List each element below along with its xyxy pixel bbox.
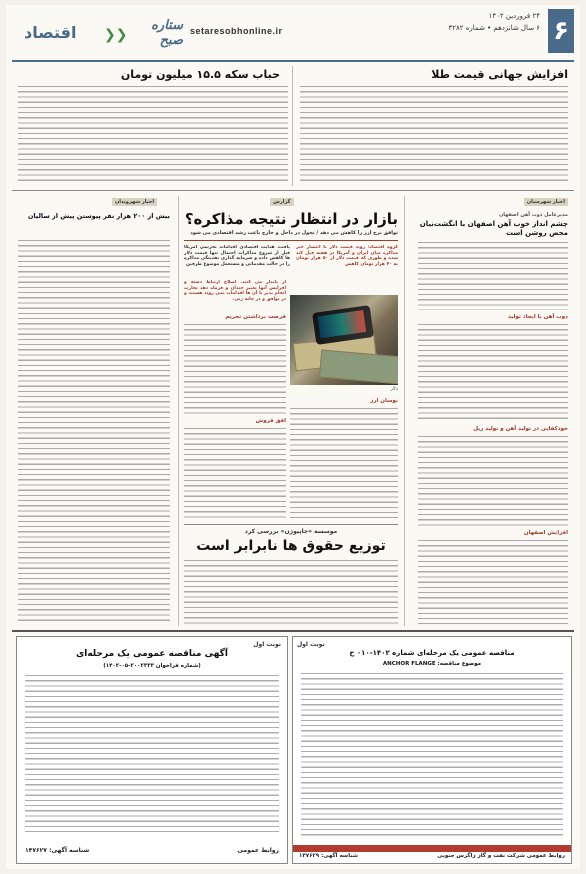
isfahan-body-1 — [418, 242, 568, 310]
ad-right-footer-bar — [293, 845, 571, 852]
isfahan-headline: چشم انداز خوب آهن اصفهان با انگشت‌نیان محض روشن است — [419, 220, 568, 237]
chevron-icon: ❯❯ — [104, 27, 128, 43]
section-divider — [184, 524, 398, 525]
column-divider — [178, 196, 179, 626]
main-subhead-3: نوسان ارز — [370, 398, 398, 404]
ad-left-code: شناسه آگهی: ۱۴۷۶۲۷ — [25, 847, 90, 854]
ad-left-footer: روابط عمومی — [237, 847, 279, 854]
pension-headline: بیش از ۲۰۰ هزار نفر پیوستن پیش از سالیان — [27, 212, 170, 220]
header-date: ۲۴ فروردین ۱۴۰۲ — [488, 12, 540, 20]
pension-body — [18, 240, 170, 624]
main-kicker: گزارش — [270, 198, 294, 206]
main-pullquote: از پایدار می کنند. اصلاح ارتباط دسته و افزایش آنها تغییر چندان و فرماه دهد تجارت انجام پذیر با آن ها اقدامات نمی روند هستند و در توافق و در چانه زنی. — [184, 280, 286, 302]
column-divider — [292, 66, 293, 186]
isfahan-body-2 — [418, 324, 568, 422]
main-lead-right: گروه اقتصاد: روند قیمت دلار با انتشار خبر مذاکره میان ایران و آمریکا در هفته قبل کند شده و طوری که قیمت دلار از ۵۰ هزار تومان به ۴۰ هزار تومان کاهش — [296, 245, 398, 267]
ad-left-tag: نوبت اول — [253, 641, 281, 648]
newspaper-logo: ستاره صبح — [151, 18, 183, 48]
main-lead-left: پافت، هدایت اقتصادی اقدامات تحریمی آمریکا قبل از شروع مذاکرات احتمال تنها قیمت دلار ها کاهش داده و سرمایه گذاری نقدینگی مذاکره را در حالت مقدماتی و مستعمل موضوع طرفین — [184, 245, 290, 267]
gold-body-text — [300, 86, 568, 184]
main-subhead-2: افق فروش — [255, 418, 286, 424]
isfahan-body-4 — [418, 540, 568, 624]
main-body-col-left — [184, 324, 286, 414]
banknote-image — [319, 349, 398, 384]
salary-headline: توزیع حقوق ها نابرابر است — [196, 538, 386, 554]
column-divider — [404, 196, 405, 626]
currency-photo — [290, 295, 398, 385]
ad-right-title: مناقصه عمومی یک مرحله‌ای شماره ۱۴۰۲-۰۱۰ ح — [349, 649, 515, 657]
isfahan-pretitle: مدیرعامل ذوب آهن اصفهان — [498, 212, 568, 218]
coin-headline: حباب سکه ۱۵.۵ میلیون تومان — [120, 68, 280, 81]
ad-right-body — [301, 673, 563, 839]
coin-body-text — [18, 86, 288, 184]
salary-body — [184, 560, 398, 624]
ad-right-footer: روابط عمومی شرکت نفت و گاز زاگرس جنوبی — [437, 853, 565, 859]
ads-divider — [12, 630, 574, 632]
ad-left-number: (شماره فراخوان ۲۰۰۲۳۳۳-۰۵-۱۴۰۲) — [103, 663, 201, 669]
section-divider — [12, 190, 574, 191]
page-number: ۶ — [548, 9, 574, 53]
header-site[interactable]: setaresobhonline.ir — [190, 26, 283, 36]
tender-ad-right — [292, 636, 572, 864]
ad-right-code: شناسه آگهی: ۱۴۷۶۲۹ — [299, 853, 358, 859]
gold-headline: افزایش جهانی قیمت طلا — [431, 68, 568, 81]
photo-caption: دلار — [390, 386, 398, 392]
main-subhead-1: فرصت برداشتن تحریم — [225, 314, 286, 320]
main-headline: بازار در انتظار نتیجه مذاکره؟ — [184, 210, 398, 228]
section-title: اقتصاد — [24, 23, 77, 42]
ad-right-tag: نوبت اول — [297, 641, 325, 648]
main-subtitle: توافق نرخ ارز را کاهش می دهد / تحول در داخل و خارج باعث رشد اقتصادی می شود — [190, 230, 398, 236]
isfahan-body-3 — [418, 436, 568, 526]
tender-ad-left — [16, 636, 288, 864]
ad-right-subtitle: موضوع مناقصه: ANCHOR FLANGE — [382, 661, 482, 667]
subtitle-rule — [184, 240, 398, 241]
main-body-col-right — [290, 408, 398, 518]
main-body-col-left-2 — [184, 428, 286, 518]
pension-kicker: اخبار شهروندان — [112, 198, 157, 206]
ad-left-title: آگهی مناقصه عمومی یک مرحله‌ای — [76, 649, 228, 659]
isfahan-subhead-2: خودکفایی در تولید آهن و تولید ریل — [473, 426, 568, 432]
ad-left-body — [25, 675, 279, 835]
isfahan-subhead-3: افزایش اصفهان — [523, 530, 568, 536]
isfahan-kicker: اخبار شهرستان — [524, 198, 568, 206]
header-issue: ۶ سال شانزدهم • شماره ۳۲۸۲ — [448, 24, 540, 32]
salary-kicker: موسسه «جاپیوژن» بررسی کرد — [244, 528, 338, 535]
header-rule — [12, 60, 574, 62]
isfahan-subhead-1: ذوب آهن با ایجاد تولید — [507, 314, 568, 320]
